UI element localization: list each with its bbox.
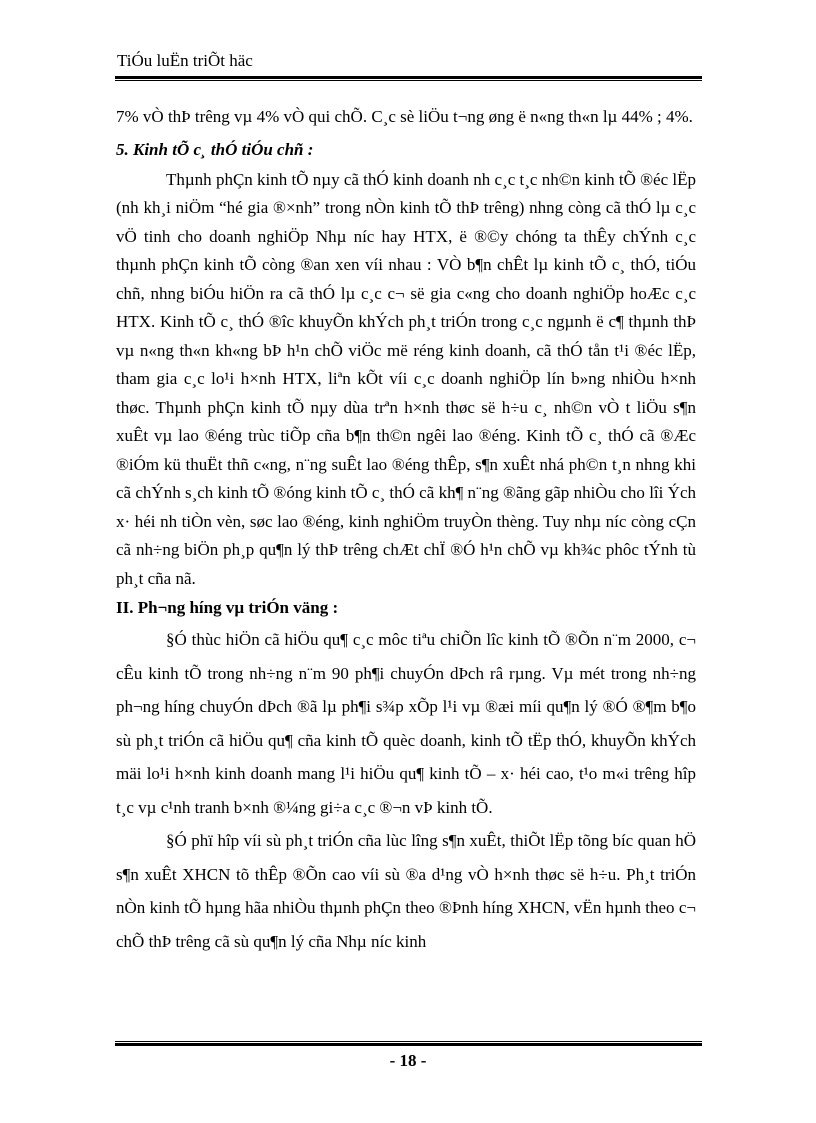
section-II-paragraph-2: §Ó phï hîp víi sù ph¸t triÓn cña lùc lîng s¶n xuÊt, thiÕt lËp tõng bíc quan hÖ s¶n xuÊt XHCN tõ thÊp ®Õn cao víi sù ®a d¹ng vÒ h×nh thøc së h÷u. Ph¸t triÓn nÒn kinh tÕ hµng hãa nhiÒu thµnh phÇn theo ®Þnh híng XHCN, vËn hµnh theo c¬ chÕ thÞ trêng cã sù qu¶n lý cña Nhµ níc kinh <box>116 831 696 951</box>
footer-rule <box>115 1041 702 1046</box>
document-body <box>116 100 696 958</box>
page-number: - 18 - <box>389 1051 427 1070</box>
section-heading-II: II. Ph¬ng híng vµ triÓn väng : <box>116 598 339 617</box>
section-II-paragraph-1: §Ó thùc hiÖn cã hiÖu qu¶ c¸c môc tiªu chiÕn lîc kinh tÕ ®Õn n¨m 2000, c¬ cÊu kinh tÕ trong nh÷ng n¨m 90 ph¶i chuyÓn dÞch râ rµng. Vµ mét trong nh÷ng ph¬ng híng chuyÓn dÞch ®ã lµ ph¶i s¾p xÕp l¹i vµ ®æi míi qu¶n lý ®Ó ®¶m b¶o sù ph¸t triÓn cã hiÖu qu¶ cña kinh tÕ quèc doanh, kinh tÕ tËp thÓ, khuyÕn khÝch mäi lo¹i h×nh kinh doanh mang l¹i hiÖu qu¶ kinh tÕ – x· héi cao, t¹o m«i trêng hîp t¸c vµ c¹nh tranh b×nh ®¼ng gi÷a c¸c ®¬n vÞ kinh tÕ. <box>116 630 696 817</box>
section-5-paragraph: Thµnh phÇn kinh tÕ nµy cã thÓ kinh doanh nh c¸c t¸c nh©n kinh tÕ ®éc lËp (nh kh¸i niÖm “hé gia ®×nh” trong nÒn kinh tÕ thÞ trêng) nhng còng cã thÓ lµ c¸c vÖ tinh cho doanh nghiÖp Nhµ níc hay HTX, ë ®©y chóng ta thÊy chÝnh c¸c thµnh phÇn kinh tÕ còng ®an xen víi nhau : VÒ b¶n chÊt lµ kinh tÕ c¸ thÓ, tiÓu chñ, nhng biÓu hiÖn ra cã thÓ lµ c¸c c¬ së gia c«ng cho doanh nghiÖp hoÆc c¸c HTX. Kinh tÕ c¸ thÓ ®îc khuyÕn khÝch ph¸t triÓn trong c¸c ngµnh ë c¶ thµnh thÞ vµ n«ng th«n kh«ng bÞ h¹n chÕ viÖc më réng kinh doanh, cã thÓ tån t¹i ®éc lËp, tham gia c¸c lo¹i h×nh HTX, liªn kÕt víi c¸c doanh nghiÖp lín b»ng nhiÒu h×nh thøc. Thµnh phÇn kinh tÕ nµy dùa trªn h×nh thøc së h÷u c¸ nh©n vÒ t liÖu s¶n xuÊt vµ lao ®éng trùc tiÕp cña b¶n th©n ngêi lao ®éng. Kinh tÕ c¸ thÓ cã ®Æc ®iÓm kü thuËt thñ c«ng, n¨ng suÊt lao ®éng thÊp, s¶n xuÊt nhá ph©n t¸n nhng khi cã chÝnh s¸ch kinh tÕ ®óng kinh tÕ c¸ thÓ cã kh¶ n¨ng ®ãng gãp nhiÒu cho lîi Ých x· héi nh tiÒn vèn, søc lao ®éng, kinh nghiÖm truyÒn thèng. Tuy nhµ níc còng cÇn cã nh÷ng biÖn ph¸p qu¶n lý thÞ trêng chÆt chÏ ®Ó h¹n chÕ vµ kh¾c phôc tÝnh tù ph¸t cña nã. <box>116 169 696 588</box>
section-heading-5: 5. Kinh tÕ c¸ thÓ tiÓu chñ : <box>116 139 314 159</box>
intro-paragraph: 7% vÒ thÞ trêng vµ 4% vÒ qui chÕ. C¸c sè liÖu t¬ng øng ë n«ng th«n lµ 44% ; 4%. <box>116 107 693 126</box>
header-rule <box>115 76 702 81</box>
page-header-title: TiÓu luËn triÕt häc <box>117 51 253 70</box>
